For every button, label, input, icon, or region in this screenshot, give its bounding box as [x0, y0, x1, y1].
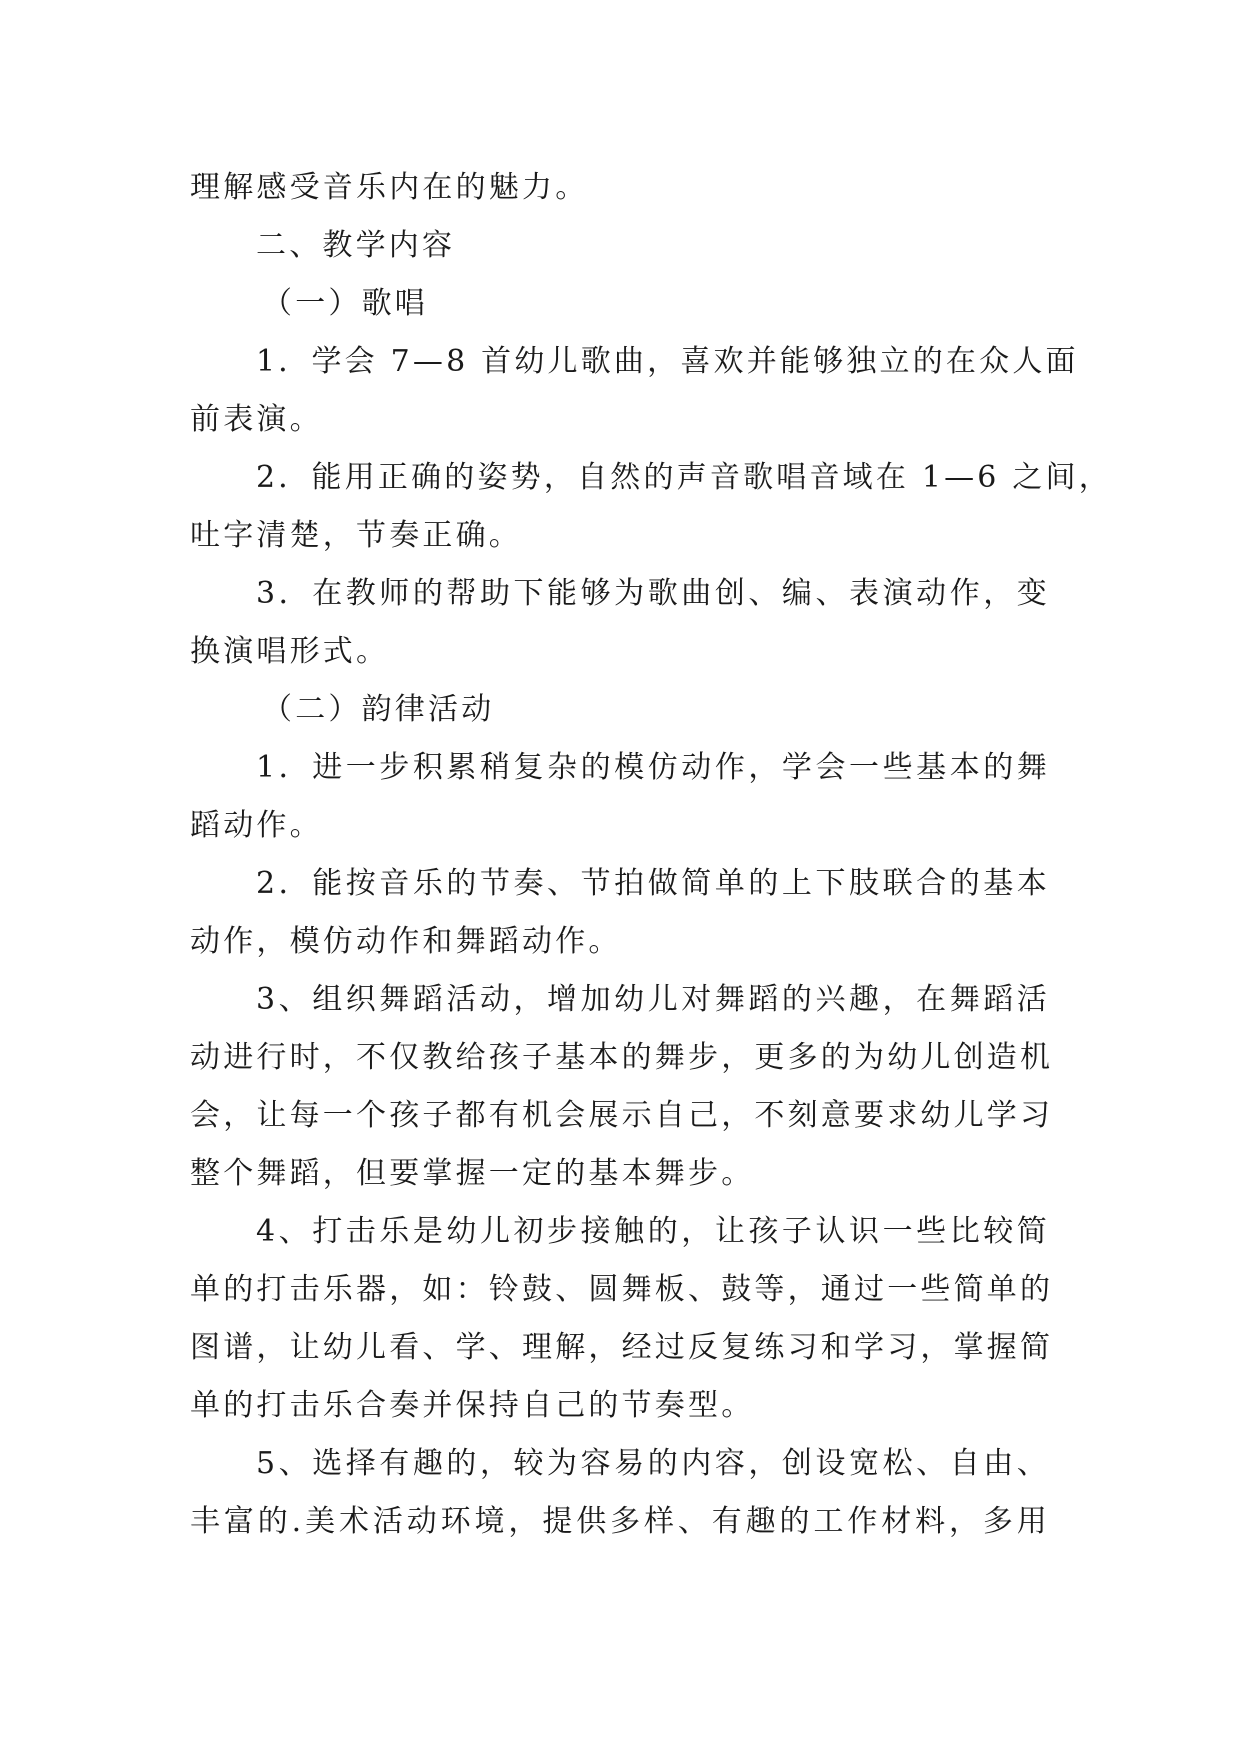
- paragraph-line: 蹈动作。: [190, 808, 323, 843]
- document-body: [190, 159, 1112, 1551]
- paragraph-line: 单的打击乐器，如：铃鼓、圆舞板、鼓等，通过一些简单的: [190, 1272, 1054, 1307]
- paragraph-line: 3、组织舞蹈活动，增加幼儿对舞蹈的兴趣，在舞蹈活: [256, 982, 1050, 1017]
- paragraph-line: 5、选择有趣的，较为容易的内容，创设宽松、自由、: [256, 1446, 1050, 1481]
- paragraph-line: 吐字清楚，节奏正确。: [190, 518, 522, 553]
- paragraph-line: 图谱，让幼儿看、学、理解，经过反复练习和学习，掌握简: [190, 1330, 1054, 1365]
- paragraph-line: 换演唱形式。: [190, 634, 390, 669]
- section-heading: 二、教学内容: [256, 228, 456, 263]
- paragraph-line: 2．能用正确的姿势，自然的声音歌唱音域在 1—6 之间，: [256, 460, 1112, 495]
- paragraph-line: 单的打击乐合奏并保持自己的节奏型。: [190, 1388, 755, 1423]
- paragraph-line: 理解感受音乐内在的魅力。: [190, 170, 589, 205]
- paragraph-line: 丰富的.美术活动环境，提供多样、有趣的工作材料，多用: [190, 1504, 1050, 1539]
- paragraph-line: 1．进一步积累稍复杂的模仿动作，学会一些基本的舞: [256, 750, 1050, 785]
- subsection-heading: （二）韵律活动: [262, 692, 495, 727]
- subsection-heading: （一）歌唱: [262, 286, 428, 321]
- paragraph-line: 会，让每一个孩子都有机会展示自己，不刻意要求幼儿学习: [190, 1098, 1054, 1133]
- paragraph-line: 动进行时，不仅教给孩子基本的舞步，更多的为幼儿创造机: [190, 1040, 1054, 1075]
- paragraph-line: 动作，模仿动作和舞蹈动作。: [190, 924, 622, 959]
- paragraph-line: 4、打击乐是幼儿初步接触的，让孩子认识一些比较简: [256, 1214, 1050, 1249]
- paragraph-line: 1．学会 7—8 首幼儿歌曲，喜欢并能够独立的在众人面: [256, 344, 1079, 379]
- paragraph-line: 3．在教师的帮助下能够为歌曲创、编、表演动作，变: [256, 576, 1050, 611]
- paragraph-line: 整个舞蹈，但要掌握一定的基本舞步。: [190, 1156, 755, 1191]
- paragraph-line: 前表演。: [190, 402, 323, 437]
- paragraph-line: 2．能按音乐的节奏、节拍做简单的上下肢联合的基本: [256, 866, 1050, 901]
